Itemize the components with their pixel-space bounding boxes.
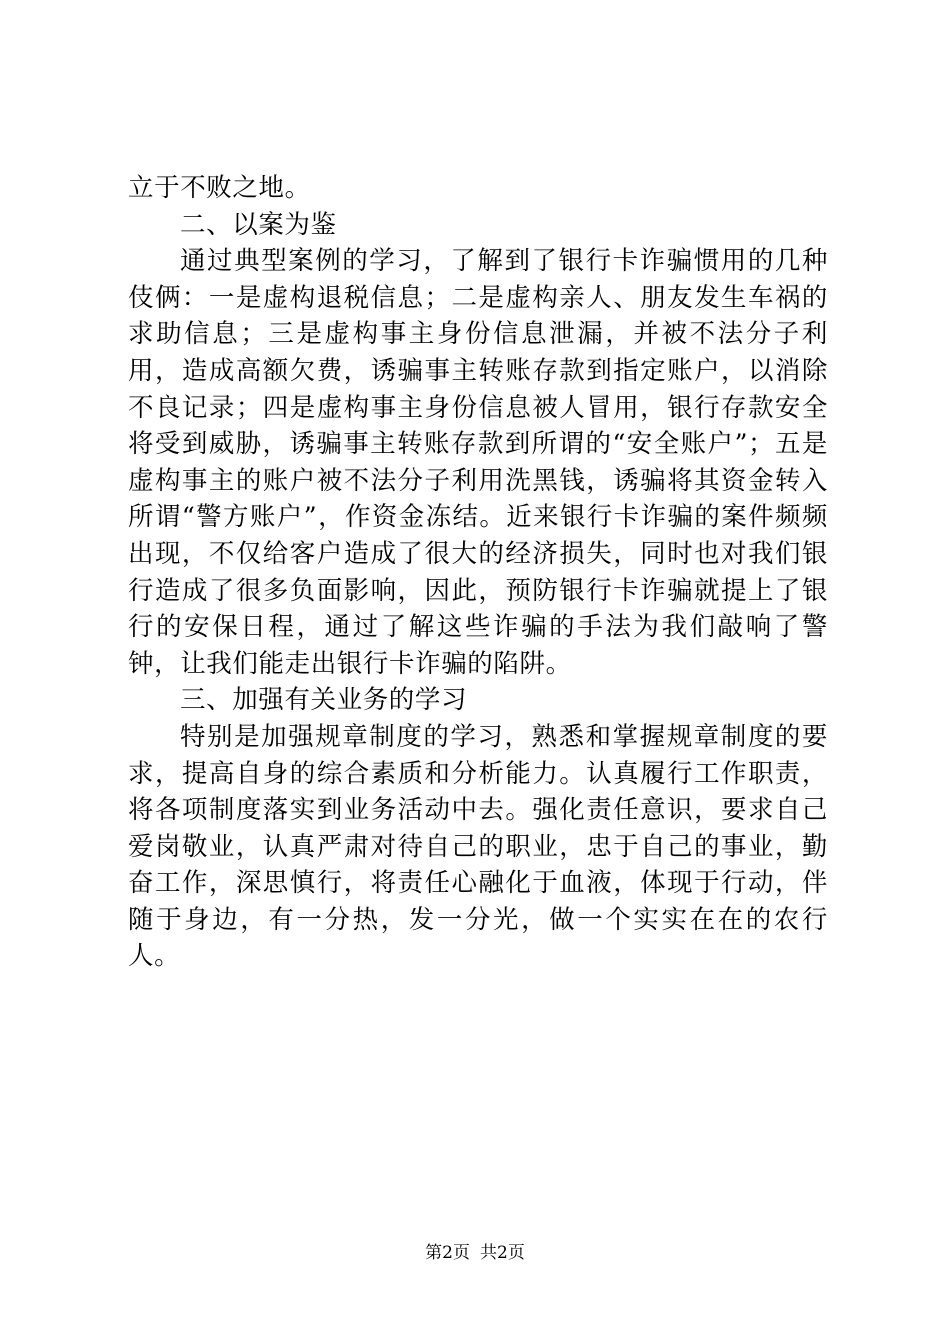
page-footer xyxy=(0,1242,950,1264)
document-body xyxy=(128,170,828,975)
page-total: 共2页 xyxy=(480,1243,525,1263)
section-heading-2: 二、以案为鉴 xyxy=(180,209,337,240)
section-heading-3: 三、加强有关业务的学习 xyxy=(180,685,468,716)
page-number: 第2页 xyxy=(425,1243,470,1263)
paragraph-continuation: 立于不败之地。 xyxy=(128,173,311,203)
paragraph-business-study: 特别是加强规章制度的学习，熟悉和掌握规章制度的要求，提高自身的综合素质和分析能力。认真履行工作职责，将各项制度落实到业务活动中去。强化责任意识，要求自己爱岗敬业，认真严肃对待自己的职业，忠于自己的事业，勤奋工作，深思慎行，将责任心融化于血液，体现于行动，伴随于身边，有一分热，发一分光，做一个实实在在的农行人。 xyxy=(128,721,828,972)
paragraph-case-study: 通过典型案例的学习，了解到了银行卡诈骗惯用的几种伎俩：一是虚构退税信息；二是虚构亲人、朋友发生车祸的求助信息；三是虚构事主身份信息泄漏，并被不法分子利用，造成高额欠费，诱骗事主转账存款到指定账户，以消除不良记录；四是虚构事主身份信息被人冒用，银行存款安全将受到威胁，诱骗事主转账存款到所谓的“安全账户”；五是虚构事主的账户被不法分子利用洗黑钱，诱骗将其资金转入所谓“警方账户”，作资金冻结。近来银行卡诈骗的案件频频出现，不仅给客户造成了很大的经济损失，同时也对我们银行造成了很多负面影响，因此，预防银行卡诈骗就提上了银行的安保日程，通过了解这些诈骗的手法为我们敲响了警钟，让我们能走出银行卡诈骗的陷阱。 xyxy=(128,246,828,679)
